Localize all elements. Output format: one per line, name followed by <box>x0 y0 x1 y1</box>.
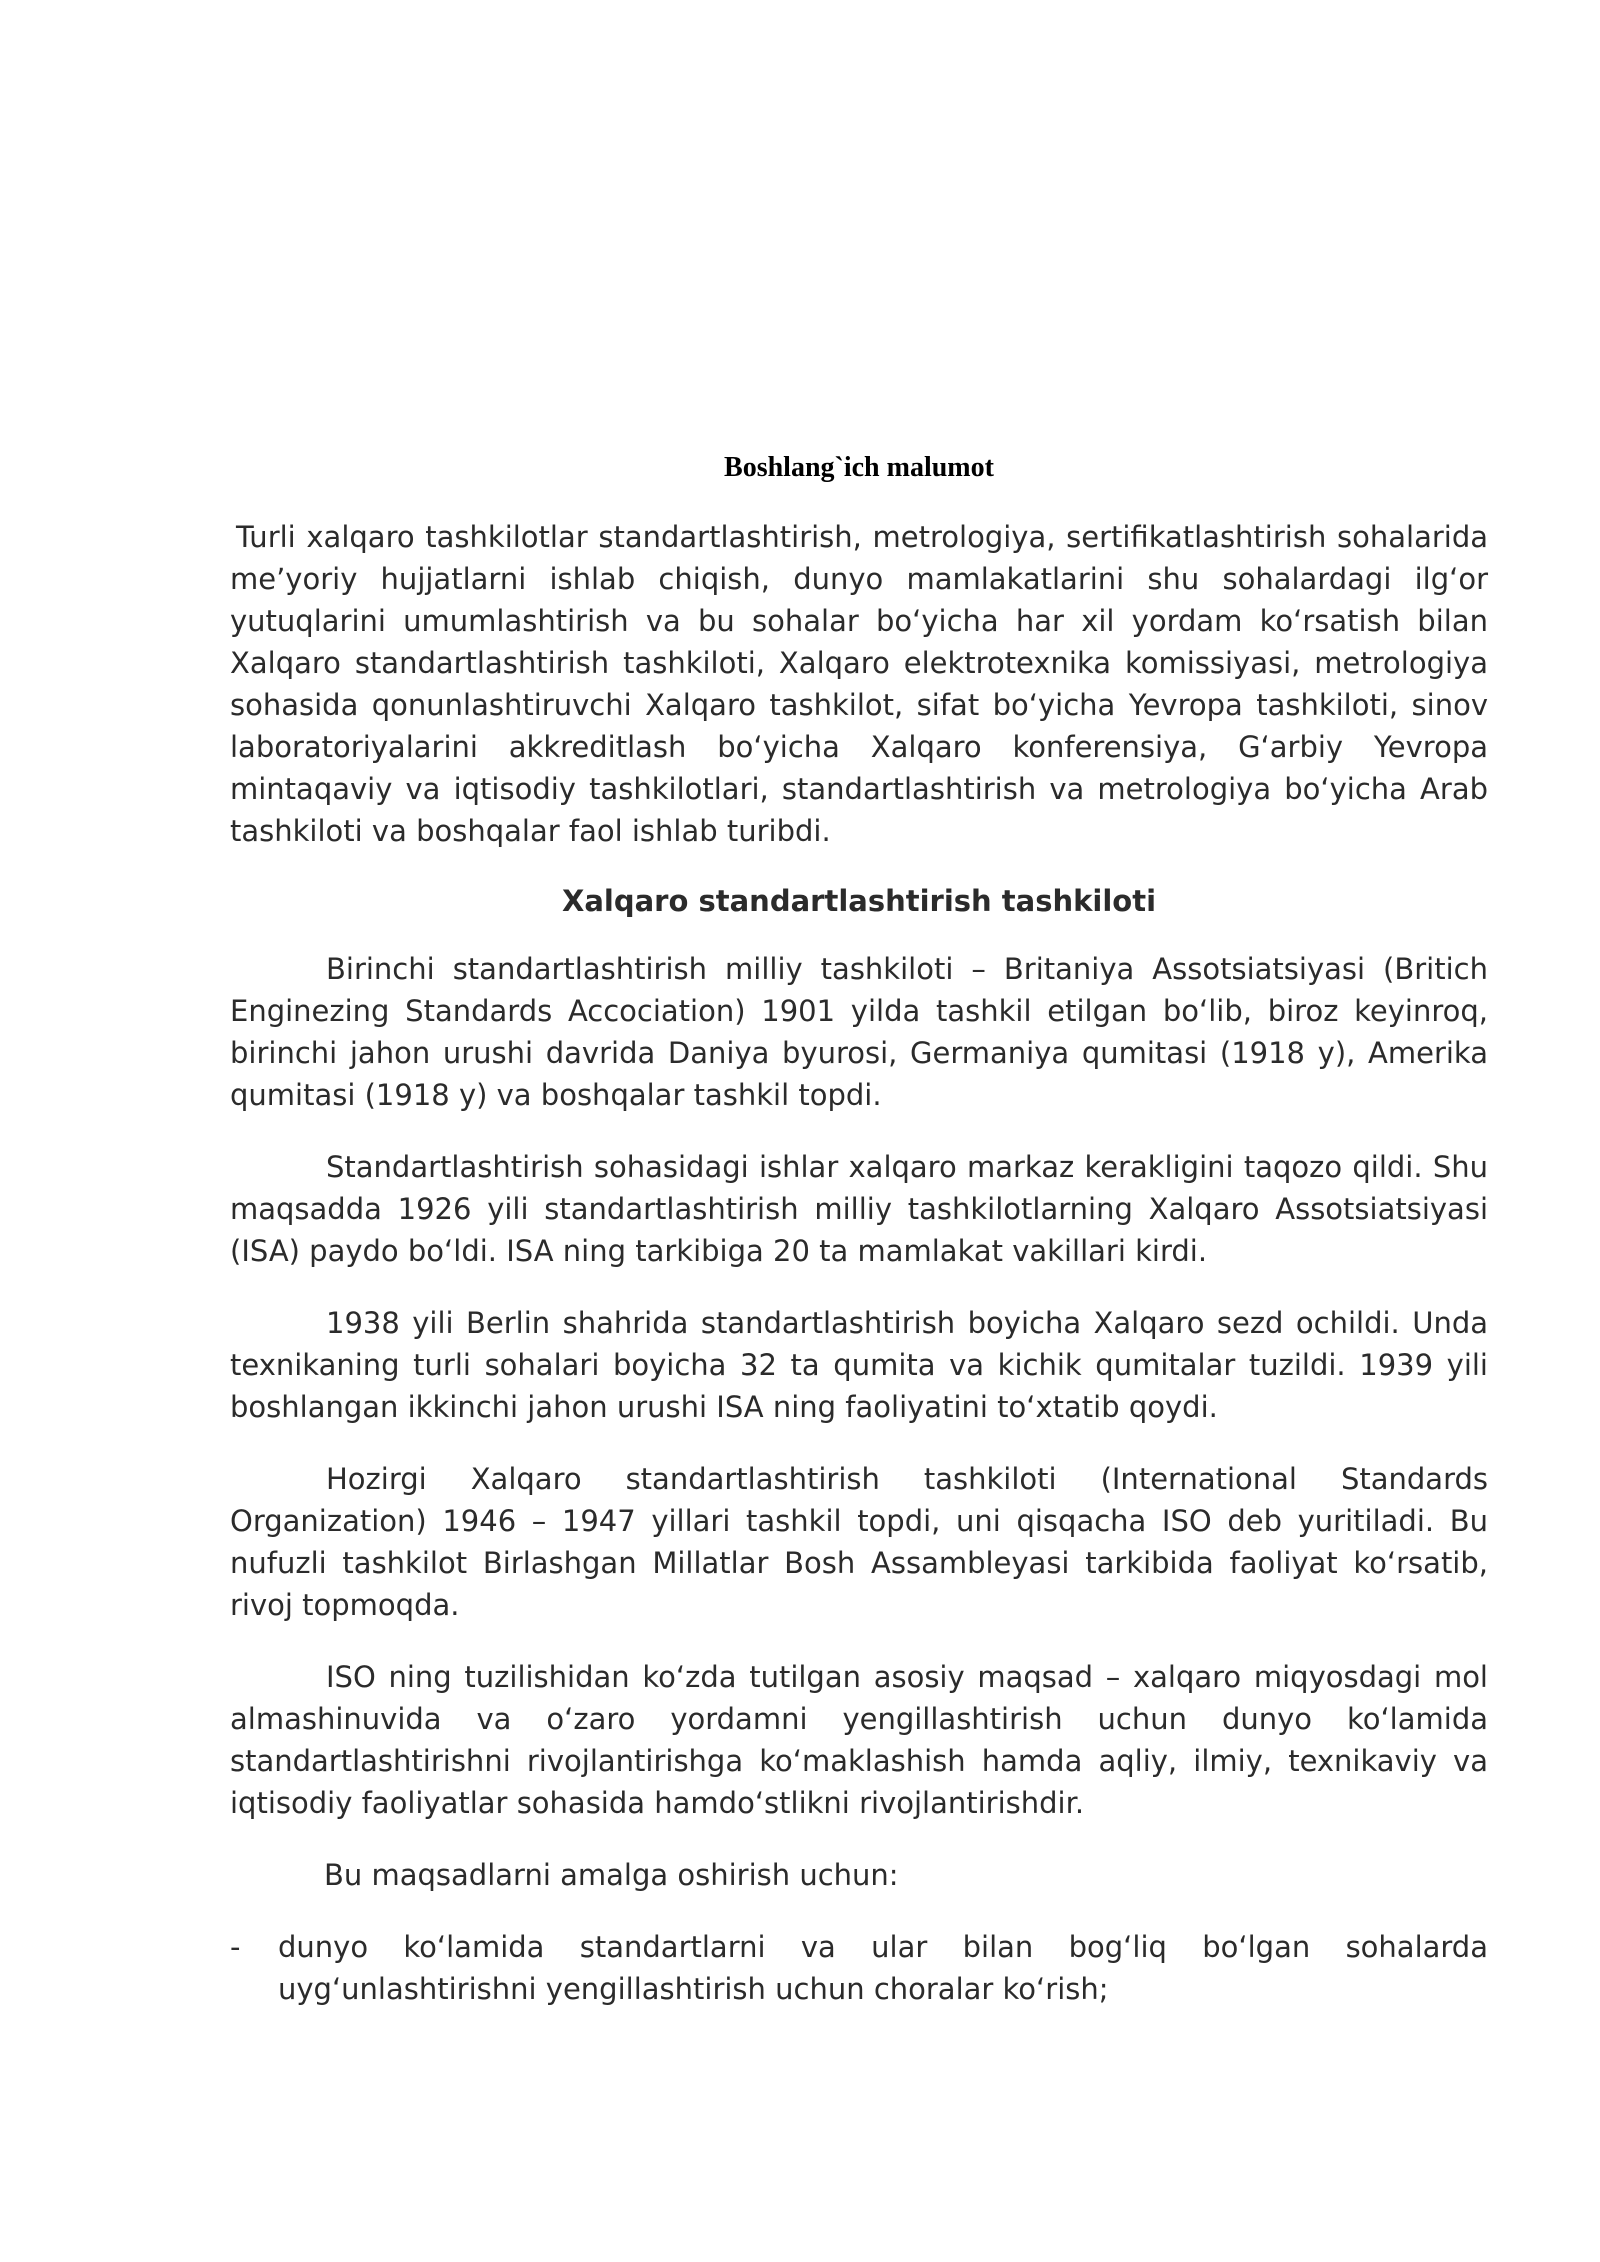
document-body <box>230 446 1488 2010</box>
paragraph-history: Birinchi standartlashtirish milliy tashkiloti – Britaniya Assotsiatsiyasi (Britich Enginezing Standards Accociation) 1901 yilda tashkil etilgan bo‘lib, biroz keyinroq, birinchi jahon urushi davrida Daniya byurosi, Germaniya qumitasi (1918 y), Amerika qumitasi (1918 y) va boshqalar tashkil topdi. <box>230 952 1488 1112</box>
list-marker: - <box>230 1930 241 1964</box>
list-lead: Bu maqsadlarni amalga oshirish uchun: <box>324 1858 899 1892</box>
intro-paragraph: Turli xalqaro tashkilotlar standartlashtirish, metrologiya, sertifikatlashtirish sohalarida me’yoriy hujjatlarni ishlab chiqish, dunyo mamlakatlarini shu sohalardagi ilg‘or yutuqlarini umumlashtirish va bu sohalar bo‘yicha har xil yordam ko‘rsatish bilan Xalqaro standartlashtirish tashkiloti, Xalqaro elektrotexnika komissiyasi, metrologiya sohasida qonunlashtiruvchi Xalqaro tashkilot, sifat bo‘yicha Yevropa tashkiloti, sinov laboratoriyalarini akkreditlash bo‘yicha Xalqaro konferensiya, G‘arbiy Yevropa mintaqaviy va iqtisodiy tashkilotlari, standartlashtirish va metrologiya bo‘yicha Arab tashkiloti va boshqalar faol ishlab turibdi. <box>230 520 1488 848</box>
paragraph-iso-founding: Hozirgi Xalqaro standartlashtirish tashkiloti (International Standards Organization) 1946 – 1947 yillari tashkil topdi, uni qisqacha ISO deb yuritiladi. Bu nufuzli tashkilot Birlashgan Millatlar Bosh Assambleyasi tarkibida faoliyat ko‘rsatib, rivoj topmoqda. <box>230 1462 1488 1622</box>
paragraph-iso-goal: ISO ning tuzilishidan ko‘zda tutilgan asosiy maqsad – xalqaro miqyosdagi mol almashinuvida va o‘zaro yordamni yengillashtirish uchun dunyo ko‘lamida standartlashtirishni rivojlantirishga ko‘maklashish hamda aqliy, ilmiy, texnikaviy va iqtisodiy faoliyatlar sohasida hamdo‘stlikni rivojlantirishdir. <box>230 1660 1488 1820</box>
paragraph-berlin: 1938 yili Berlin shahrida standartlashtirish boyicha Xalqaro sezd ochildi. Unda texnikaning turli sohalari boyicha 32 ta qumita va kichik qumitalar tuzildi. 1939 yili boshlangan ikkinchi jahon urushi ISA ning faoliyatini to‘xtatib qoydi. <box>230 1306 1488 1424</box>
paragraph-isa: Standartlashtirish sohasidagi ishlar xalqaro markaz kerakligini taqozo qildi. Shu maqsadda 1926 yili standartlashtirish milliy tashkilotlarning Xalqaro Assotsiatsiyasi (ISA) paydo bo‘ldi. ISA ning tarkibiga 20 ta mamlakat vakillari kirdi. <box>230 1150 1488 1268</box>
document-title: Boshlang`ich malumot <box>724 452 994 483</box>
list-item-text: dunyo ko‘lamida standartlarni va ular bilan bog‘liq bo‘lgan sohalarda uyg‘unlashtirishni yengillashtirish uchun choralar ko‘rish; <box>278 1930 1488 2006</box>
goals-list <box>230 1926 1488 2010</box>
section-title: Xalqaro standartlashtirish tashkiloti <box>561 884 1157 918</box>
list-item <box>230 1926 1488 2010</box>
